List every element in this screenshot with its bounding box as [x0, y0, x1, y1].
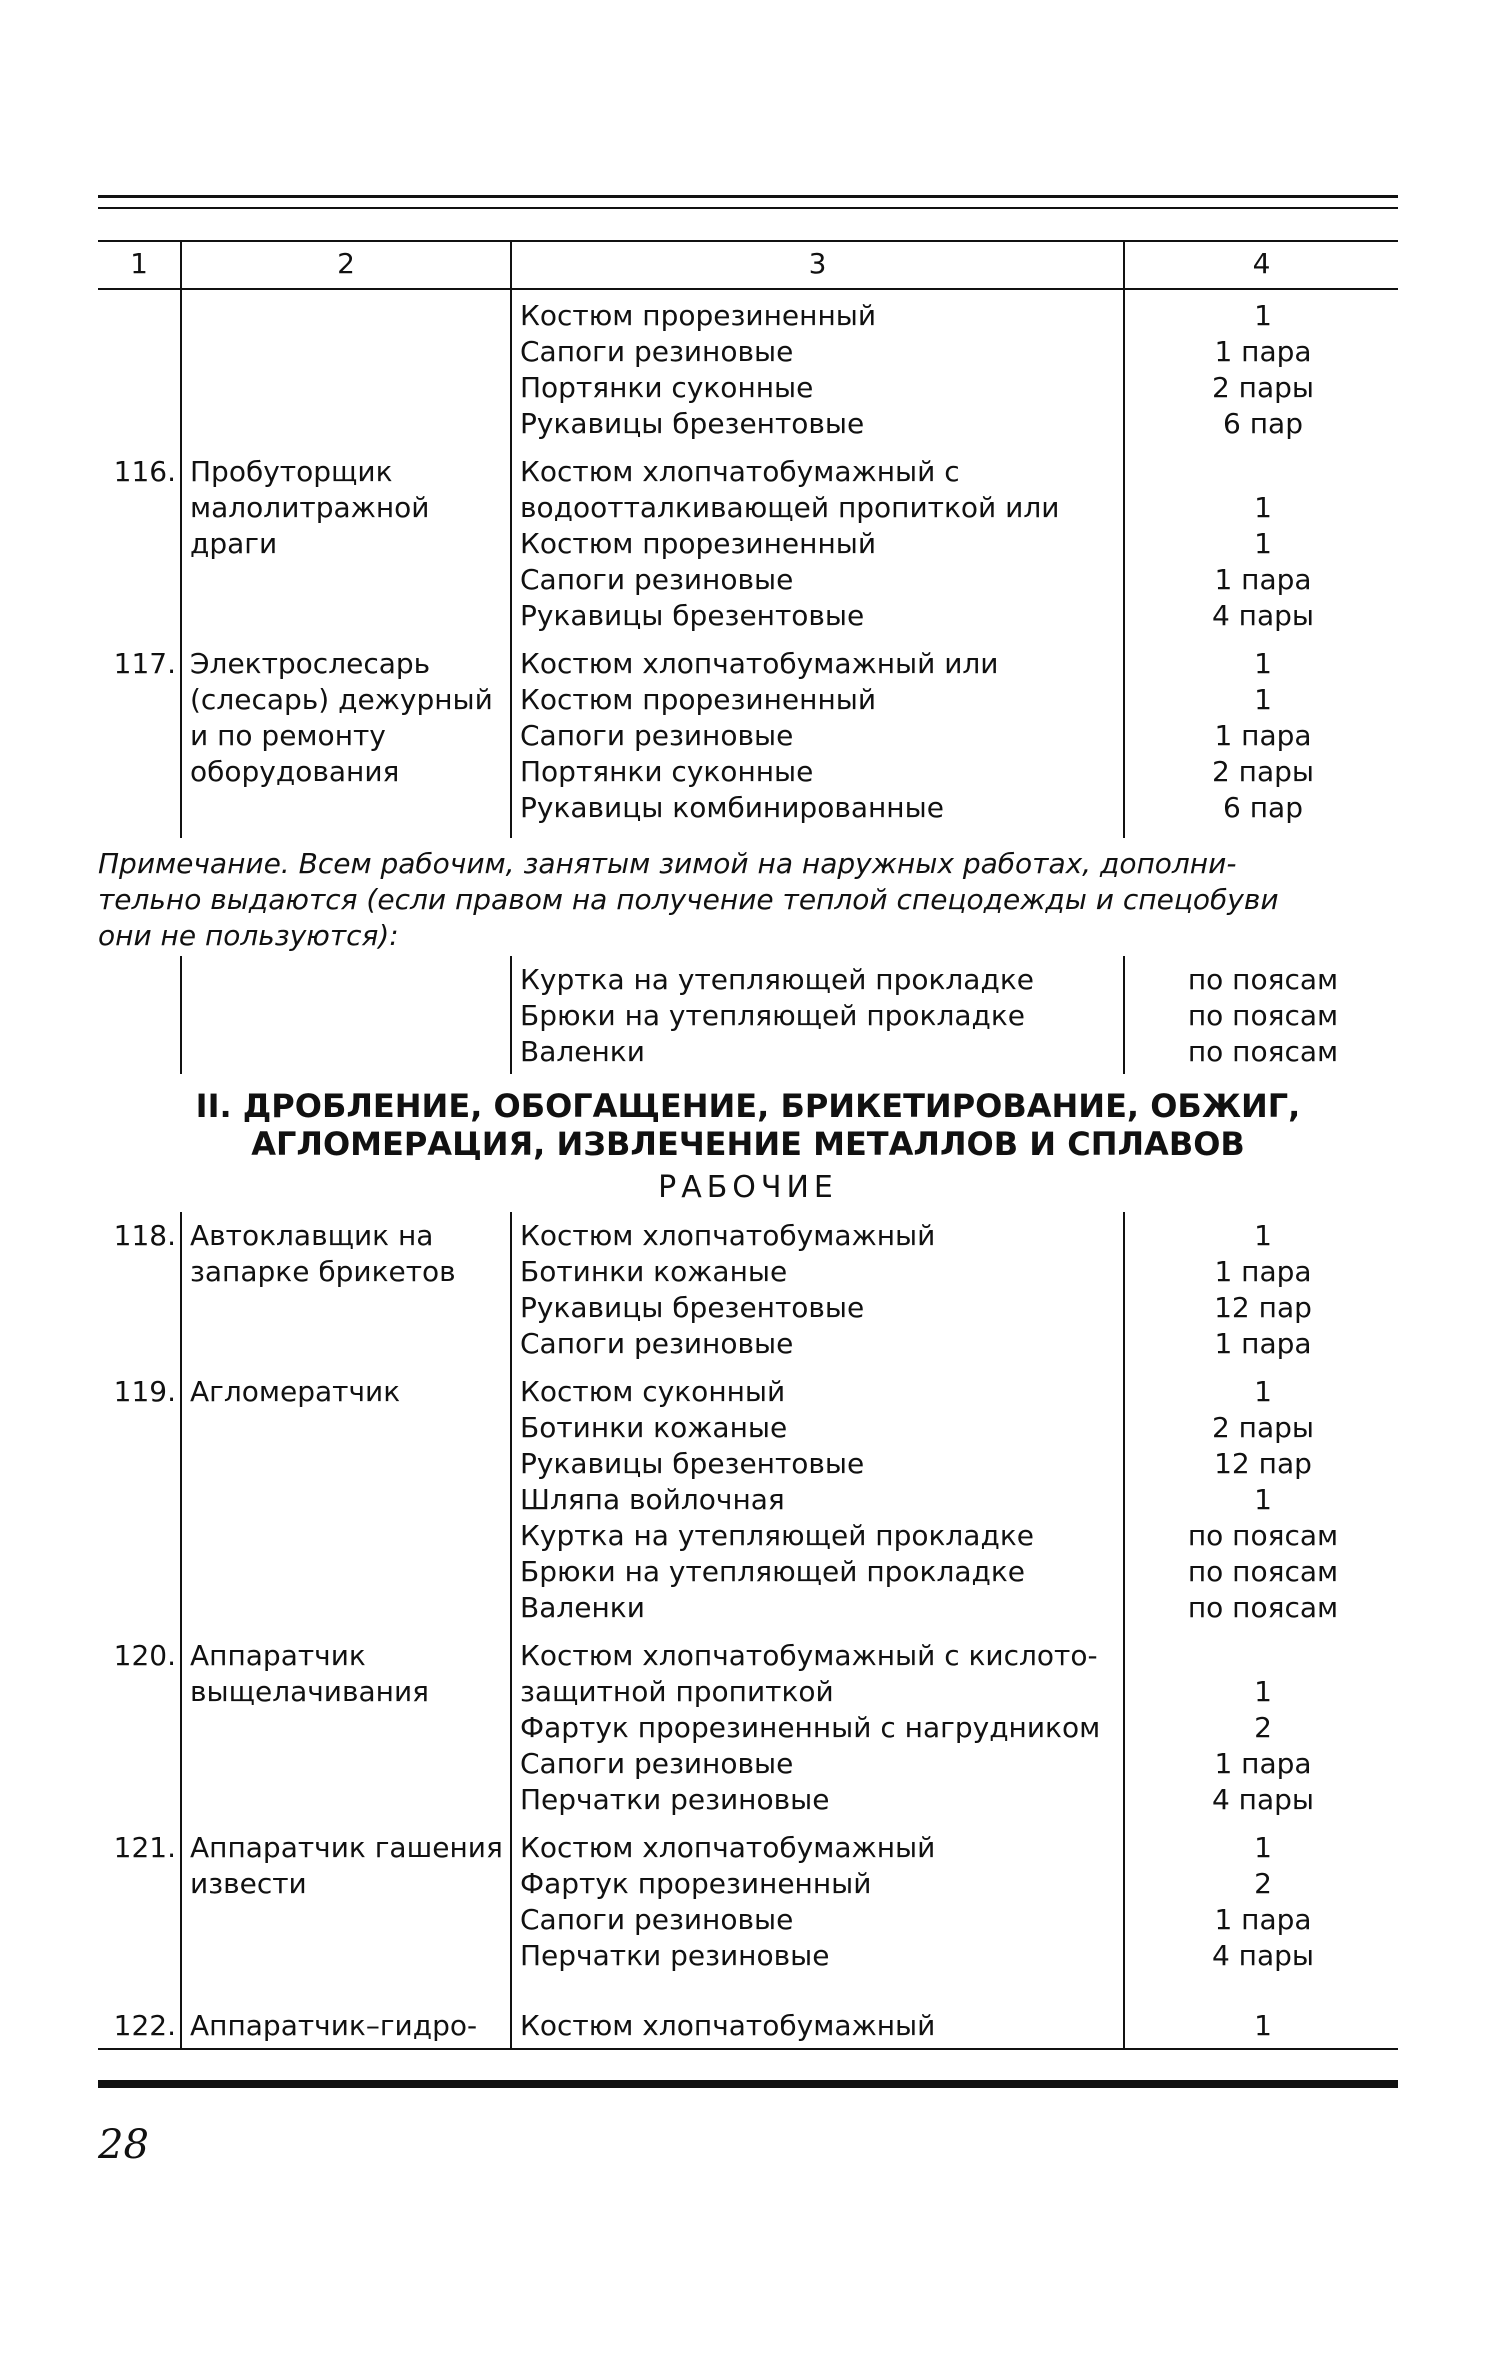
item-cell: Рукавицы брезентовые — [520, 599, 865, 632]
profession-cell: Аппаратчик–гидро- — [190, 2009, 478, 2042]
profession-cell: выщелачивания — [190, 1675, 430, 1708]
column-divider — [1123, 1212, 1125, 2050]
item-cell: Ботинки кожаные — [520, 1411, 788, 1444]
bottom-rule — [98, 2080, 1398, 2088]
row-number: 119. — [113, 1375, 176, 1408]
quantity-cell: 2 — [1254, 1711, 1272, 1744]
quantity-cell: 4 пары — [1211, 599, 1315, 632]
item-cell: Куртка на утепляющей прокладке — [520, 1519, 1034, 1552]
note-table — [98, 956, 1398, 1074]
item-cell: Валенки — [520, 1591, 645, 1624]
table-block-2 — [98, 1212, 1398, 2050]
column-header-number: 1 — [130, 247, 148, 280]
profession-cell: извести — [190, 1867, 307, 1900]
column-divider — [510, 1212, 512, 2050]
quantity-cell: 1 — [1254, 1831, 1272, 1864]
column-header-profession: 2 — [337, 247, 355, 280]
item-cell: Костюм хлопчатобумажный — [520, 2009, 936, 2042]
section-title: АГЛОМЕРАЦИЯ, ИЗВЛЕЧЕНИЕ МЕТАЛЛОВ И СПЛАВОВ — [251, 1125, 1245, 1163]
profession-cell: и по ремонту — [190, 719, 386, 752]
quantity-cell: 1 пара — [1214, 1747, 1312, 1780]
item-cell: водоотталкивающей пропиткой или — [520, 491, 1060, 524]
row-number: 117. — [113, 647, 176, 680]
profession-cell: (слесарь) дежурный — [190, 683, 493, 716]
quantity-cell: 1 — [1254, 1483, 1272, 1516]
quantity-cell: 2 пары — [1211, 371, 1315, 404]
column-divider — [180, 240, 182, 838]
table-block-1 — [98, 240, 1398, 838]
item-cell: Рукавицы комбинированные — [520, 791, 944, 824]
item-cell: Портянки суконные — [520, 371, 814, 404]
quantity-cell: по поясам — [1187, 1555, 1339, 1588]
column-divider — [1123, 956, 1125, 1074]
item-cell: Сапоги резиновые — [520, 719, 794, 752]
item-cell: Сапоги резиновые — [520, 1747, 794, 1780]
profession-cell: малолитражной — [190, 491, 430, 524]
table-rule — [98, 240, 1398, 242]
section-subtitle: РАБОЧИЕ — [658, 1170, 838, 1205]
item-cell: Фартук прорезиненный — [520, 1867, 872, 1900]
quantity-cell: 1 пара — [1214, 335, 1312, 368]
top-rule-thin — [98, 207, 1398, 209]
row-number: 122. — [113, 2009, 176, 2042]
quantity-cell: 6 пар — [1223, 791, 1303, 824]
item-cell: Перчатки резиновые — [520, 1783, 830, 1816]
item-cell: Костюм хлопчатобумажный — [520, 1219, 936, 1252]
row-number: 118. — [113, 1219, 176, 1252]
item-cell: Костюм хлопчатобумажный или — [520, 647, 999, 680]
quantity-cell: 2 пары — [1211, 1411, 1315, 1444]
item-cell: Костюм хлопчатобумажный с — [520, 455, 960, 488]
quantity-cell: 1 — [1254, 683, 1272, 716]
top-rule — [98, 195, 1398, 198]
column-divider — [180, 1212, 182, 2050]
item-cell: Костюм прорезиненный — [520, 299, 877, 332]
quantity-cell: 1 пара — [1214, 563, 1312, 596]
item-cell: Сапоги резиновые — [520, 1903, 794, 1936]
item-cell: Костюм хлопчатобумажный — [520, 1831, 936, 1864]
item-cell: Брюки на утепляющей прокладке — [520, 999, 1026, 1032]
item-cell: Костюм хлопчатобумажный с кислото- — [520, 1639, 1098, 1672]
quantity-cell: 4 пары — [1211, 1939, 1315, 1972]
column-divider — [510, 240, 512, 838]
quantity-cell: 2 — [1254, 1867, 1272, 1900]
page-number: 28 — [98, 2122, 149, 2168]
quantity-cell: по поясам — [1187, 963, 1339, 996]
quantity-cell: 1 — [1254, 647, 1272, 680]
item-cell: Рукавицы брезентовые — [520, 1291, 865, 1324]
note-line: Примечание. Всем рабочим, занятым зимой на наружных работах, дополни- — [98, 847, 1237, 880]
row-number: 121. — [113, 1831, 176, 1864]
item-cell: Сапоги резиновые — [520, 1327, 794, 1360]
row-number: 116. — [113, 455, 176, 488]
quantity-cell: по поясам — [1187, 1035, 1339, 1068]
column-header-items: 3 — [808, 247, 827, 280]
item-cell: Перчатки резиновые — [520, 1939, 830, 1972]
profession-cell: Автоклавщик на — [190, 1219, 434, 1252]
item-cell: защитной пропиткой — [520, 1675, 834, 1708]
quantity-cell: по поясам — [1187, 1519, 1339, 1552]
profession-cell: драги — [190, 527, 278, 560]
quantity-cell: 1 — [1254, 2009, 1272, 2042]
item-cell: Сапоги резиновые — [520, 563, 794, 596]
profession-cell: запарке брикетов — [190, 1255, 456, 1288]
item-cell: Куртка на утепляющей прокладке — [520, 963, 1034, 996]
profession-cell: оборудования — [190, 755, 400, 788]
item-cell: Костюм прорезиненный — [520, 527, 877, 560]
item-cell: Рукавицы брезентовые — [520, 407, 865, 440]
item-cell: Костюм прорезиненный — [520, 683, 877, 716]
header-rule — [98, 288, 1398, 290]
item-cell: Фартук прорезиненный с нагрудником — [520, 1711, 1101, 1744]
quantity-cell: 1 — [1254, 527, 1272, 560]
section-title: II. ДРОБЛЕНИЕ, ОБОГАЩЕНИЕ, БРИКЕТИРОВАНИЕ, ОБЖИГ, — [195, 1087, 1301, 1125]
quantity-cell: 1 — [1254, 1675, 1272, 1708]
quantity-cell: 1 пара — [1214, 1327, 1312, 1360]
profession-cell: Агломератчик — [190, 1375, 401, 1408]
quantity-cell: 6 пар — [1223, 407, 1303, 440]
profession-cell: Пробуторщик — [190, 455, 393, 488]
quantity-cell: 1 пара — [1214, 1903, 1312, 1936]
item-cell: Брюки на утепляющей прокладке — [520, 1555, 1026, 1588]
column-header-quantity: 4 — [1252, 247, 1271, 280]
quantity-cell: 4 пары — [1211, 1783, 1315, 1816]
quantity-cell: 1 — [1254, 1375, 1272, 1408]
quantity-cell: 1 — [1254, 299, 1272, 332]
quantity-cell: по поясам — [1187, 1591, 1339, 1624]
quantity-cell: 2 пары — [1211, 755, 1315, 788]
profession-cell: Электрослесарь — [190, 647, 431, 680]
quantity-cell: по поясам — [1187, 999, 1339, 1032]
row-number: 120. — [113, 1639, 176, 1672]
quantity-cell: 1 — [1254, 491, 1272, 524]
quantity-cell: 12 пар — [1214, 1447, 1312, 1480]
profession-cell: Аппаратчик гашения — [190, 1831, 503, 1864]
item-cell: Сапоги резиновые — [520, 335, 794, 368]
profession-cell: Аппаратчик — [190, 1639, 366, 1672]
item-cell: Шляпа войлочная — [520, 1483, 785, 1516]
item-cell: Валенки — [520, 1035, 645, 1068]
column-divider — [510, 956, 512, 1074]
quantity-cell: 1 пара — [1214, 1255, 1312, 1288]
quantity-cell: 1 — [1254, 1219, 1272, 1252]
column-divider — [1123, 240, 1125, 838]
note-line: тельно выдаются (если правом на получение теплой спецодежды и спецобуви — [98, 883, 1279, 916]
table-bottom-rule — [98, 2048, 1398, 2050]
item-cell: Портянки суконные — [520, 755, 814, 788]
quantity-cell: 12 пар — [1214, 1291, 1312, 1324]
item-cell: Костюм суконный — [520, 1375, 786, 1408]
quantity-cell: 1 пара — [1214, 719, 1312, 752]
item-cell: Ботинки кожаные — [520, 1255, 788, 1288]
column-divider — [180, 956, 182, 1074]
note-line: они не пользуются): — [98, 919, 399, 952]
item-cell: Рукавицы брезентовые — [520, 1447, 865, 1480]
